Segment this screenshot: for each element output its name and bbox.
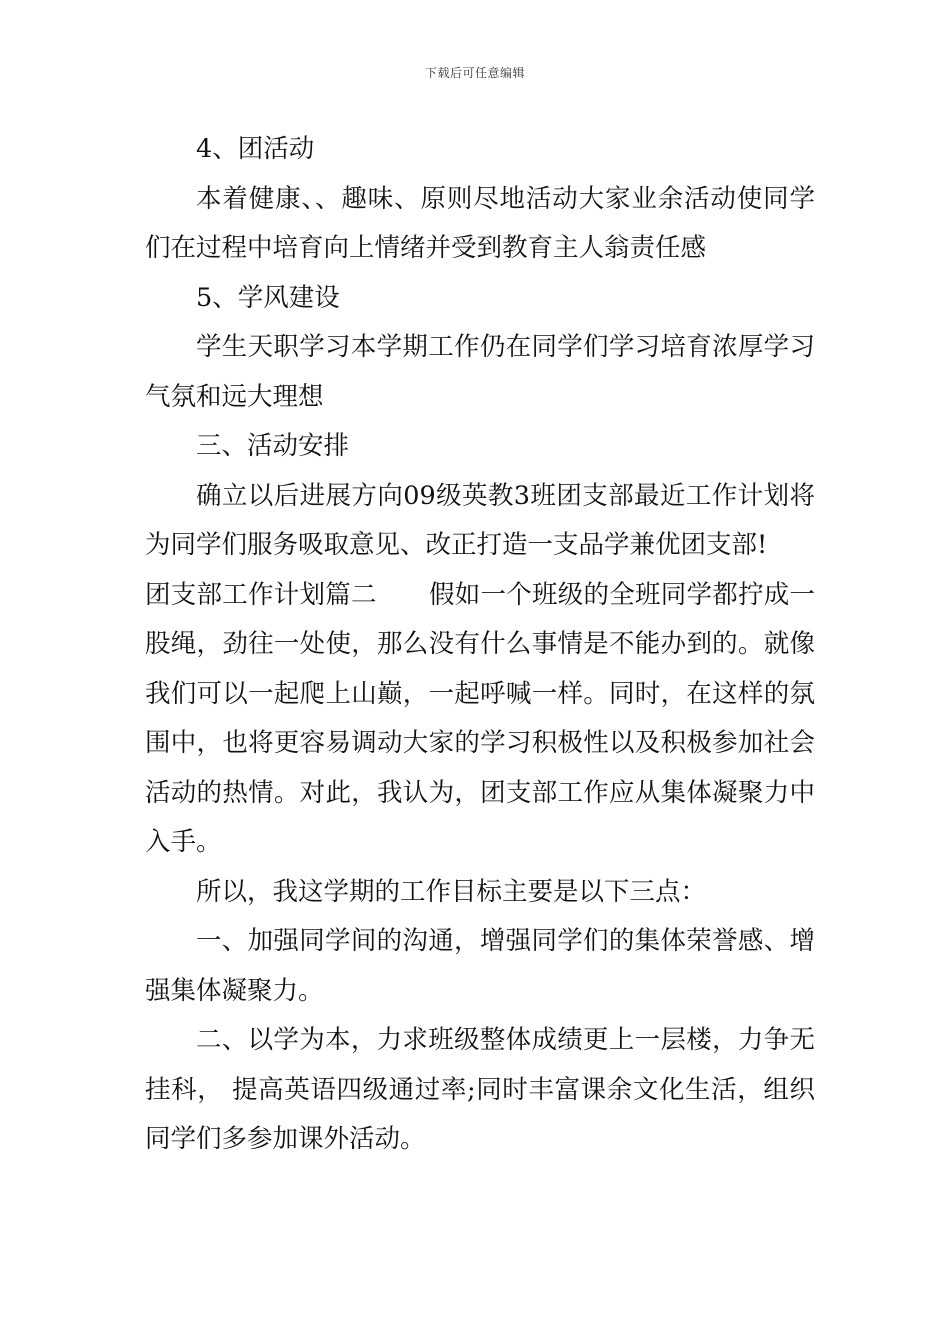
page-header: 下载后可任意编辑 <box>424 66 525 80</box>
paragraph-study-style: 学生天职学习本学期工作仍在同学们学习培育浓厚学习气氛和远大理想 <box>145 332 815 412</box>
paragraph-goal-two: 二、以学为本，力求班级整体成绩更上一层楼，力争无挂科， 提高英语四级通过率;同时丰富课余文化生活，组织同学们多参加课外活动。 <box>145 1025 815 1154</box>
paragraph-arrangement: 确立以后进展方向09级英教3班团支部最近工作计划将为同学们服务吸取意见、改正打造一支品学兼优团支部! <box>145 480 815 560</box>
section-heading-activities: 4、团活动 <box>196 134 315 164</box>
paragraph-goals-intro: 所以，我这学期的工作目标主要是以下三点： <box>196 876 707 907</box>
section-heading-study-style: 5、学风建设 <box>196 282 340 313</box>
paragraph-activities: 本着健康、、趣味、原则尽地活动大家业余活动使同学们在过程中培育向上情绪并受到教育主人翁责任感 <box>145 183 815 263</box>
paragraph-plan-two <box>145 571 815 868</box>
plan-two-body: 假如一个班级的全班同学都拧成一股绳，劲往一处使，那么没有什么事情是不能办到的。就像我们可以一起爬上山巅，一起呼喊一样。同时，在这样的氛围中，也将更容易调动大家的学习积极性以及积极参加社会活动的热情。对此，我认为，团支部工作应从集体凝聚力中入手。 <box>145 579 815 857</box>
section-heading-arrangement: 三、活动安排 <box>196 431 350 461</box>
plan-two-title: 团支部工作计划篇二 <box>145 579 377 610</box>
paragraph-goal-one: 一、加强同学间的沟通，增强同学们的集体荣誉感、增强集体凝聚力。 <box>145 926 815 1006</box>
document-body <box>145 125 815 1165</box>
